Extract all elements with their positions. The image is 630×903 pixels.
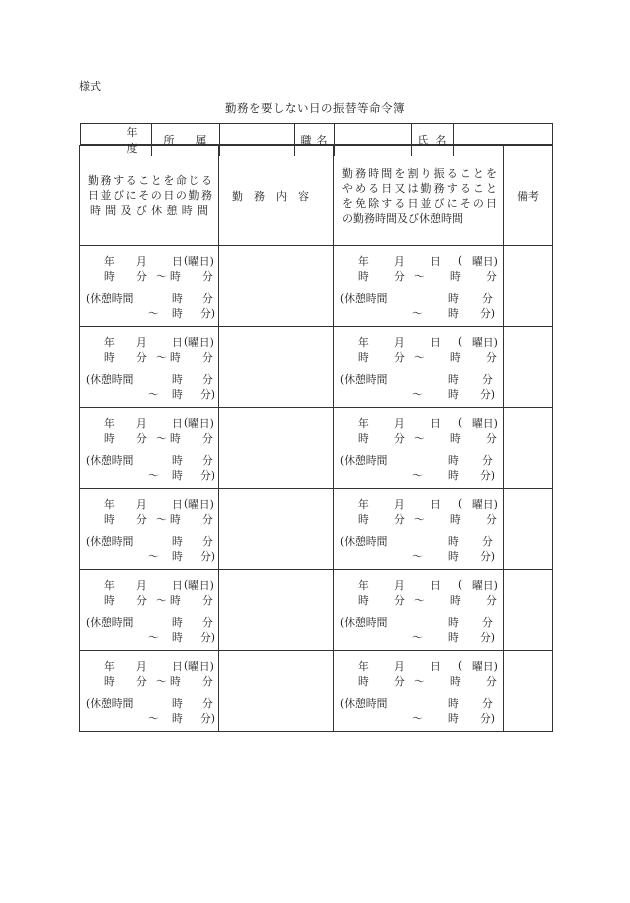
work-day-entry-text: 日 xyxy=(172,498,183,511)
work-day-entry-text: 分 xyxy=(202,535,213,548)
department-field[interactable] xyxy=(220,124,295,156)
work-day-entry-text: 時 xyxy=(104,432,115,445)
work-day-entry-text: 時 xyxy=(172,307,183,320)
exempt-day-entry-text: 分 xyxy=(394,270,405,283)
exempt-day-entry-text: 時 xyxy=(448,616,459,629)
work-day-entry-text: 分 xyxy=(202,594,213,607)
exempt-day-entry-text: 曜日) xyxy=(472,660,498,673)
exempt-day-entry-text: 時 xyxy=(358,675,369,688)
exempt-day-entry-text: 日 xyxy=(430,336,441,349)
exempt-day-entry-text: 時 xyxy=(448,631,459,644)
exempt-day-entry-text: (休憩時間 xyxy=(340,535,388,548)
exempt-day-entry-text: 時 xyxy=(450,432,461,445)
remarks-field[interactable] xyxy=(504,489,553,570)
work-day-header-line: 勤務することを命じる xyxy=(88,174,212,187)
exempt-day-entry-text: 時 xyxy=(448,550,459,563)
exempt-day-entry-text: (休憩時間 xyxy=(340,454,388,467)
exempt-day-datetime-cell[interactable] xyxy=(334,246,504,327)
work-day-entry-text: 分 xyxy=(136,594,147,607)
work-day-entry-text: 分 xyxy=(202,270,213,283)
exempt-day-datetime-cell[interactable] xyxy=(334,570,504,651)
name-field[interactable] xyxy=(454,124,554,156)
exempt-day-entry-text: 年 xyxy=(358,336,369,349)
exempt-day-header-line: やめる日又は勤務すること xyxy=(342,181,497,195)
post-field[interactable] xyxy=(335,124,412,156)
exempt-day-entry-text: ～ xyxy=(414,513,425,526)
remarks-header: 備考 xyxy=(504,146,553,246)
name-label-cell xyxy=(412,124,454,156)
exempt-day-entry-text: 年 xyxy=(358,417,369,430)
exempt-day-entry-text: 分) xyxy=(480,307,496,320)
work-day-datetime-cell[interactable] xyxy=(80,246,219,327)
work-day-entry-text: 月 xyxy=(136,255,147,268)
exempt-day-entry-text: (休憩時間 xyxy=(340,292,388,305)
exempt-day-entry-text: ～ xyxy=(412,469,423,482)
work-day-entry-text: 分 xyxy=(202,351,213,364)
work-day-entry-text: 時 xyxy=(172,712,183,725)
work-day-entry-text: 時 xyxy=(104,594,115,607)
work-content-field[interactable] xyxy=(219,408,334,489)
exempt-day-entry-text: 分) xyxy=(480,712,496,725)
work-day-entry-text: 分 xyxy=(136,513,147,526)
remarks-field[interactable] xyxy=(504,246,553,327)
post-label-cell xyxy=(295,124,335,156)
exempt-day-entry-text: 分 xyxy=(486,675,497,688)
exempt-day-entry-text: ～ xyxy=(412,550,423,563)
work-day-entry-text: ～ xyxy=(148,550,159,563)
remarks-field[interactable] xyxy=(504,651,553,732)
exempt-day-header xyxy=(334,146,504,246)
work-day-entry-text: ～ xyxy=(156,351,167,364)
work-day-entry-text: (休憩時間 xyxy=(86,454,134,467)
work-content-header: 勤務内容 xyxy=(219,146,334,246)
order-register-table xyxy=(79,123,553,732)
work-day-entry-text: 分) xyxy=(200,631,216,644)
work-day-entry-text: ～ xyxy=(156,513,167,526)
exempt-day-header-line: 勤務時間を割り振ることを xyxy=(342,166,497,180)
post-label-2: 名 xyxy=(316,134,328,147)
exempt-day-entry-text: 年 xyxy=(358,660,369,673)
work-day-entry-text: 時 xyxy=(172,454,183,467)
work-day-entry-text: 分 xyxy=(202,454,213,467)
exempt-day-entry-text: 時 xyxy=(448,388,459,401)
header-row xyxy=(80,123,553,146)
fiscal-year-label: 年度 xyxy=(126,126,138,155)
work-day-entry-text: 日 xyxy=(172,579,183,592)
exempt-day-datetime-cell[interactable] xyxy=(334,651,504,732)
remarks-field[interactable] xyxy=(504,570,553,651)
work-day-entry-text: 曜日) xyxy=(188,336,214,349)
exempt-day-entry-text: 分 xyxy=(394,675,405,688)
exempt-day-entry-text: 分 xyxy=(394,594,405,607)
exempt-day-entry-text: ( xyxy=(458,659,463,672)
work-day-entry-text: ( xyxy=(184,254,189,267)
fiscal-year-cell[interactable] xyxy=(81,124,152,156)
exempt-day-entry-text: ～ xyxy=(414,675,425,688)
work-day-entry-text: ～ xyxy=(148,307,159,320)
exempt-day-entry-text: 時 xyxy=(358,351,369,364)
work-day-entry-text: (休憩時間 xyxy=(86,697,134,710)
exempt-day-entry-text: ～ xyxy=(414,432,425,445)
work-day-datetime-cell[interactable] xyxy=(80,570,219,651)
exempt-day-entry-text: 分) xyxy=(480,388,496,401)
work-day-entry-text: 時 xyxy=(172,388,183,401)
work-day-entry-text: 分 xyxy=(136,270,147,283)
entry-row xyxy=(80,327,553,408)
work-day-entry-text: 時 xyxy=(104,351,115,364)
exempt-day-entry-text: 分 xyxy=(482,697,493,710)
work-day-entry-text: ～ xyxy=(148,469,159,482)
work-day-entry-text: ～ xyxy=(148,712,159,725)
work-day-entry-text: 分) xyxy=(200,388,216,401)
work-day-entry-text: 年 xyxy=(104,498,115,511)
work-day-entry-text: 時 xyxy=(172,616,183,629)
work-day-entry-text: 分 xyxy=(202,616,213,629)
work-day-entry-text: 日 xyxy=(172,336,183,349)
work-day-entry-text: ～ xyxy=(156,432,167,445)
exempt-day-entry-text: 日 xyxy=(430,498,441,511)
work-day-entry-text: 曜日) xyxy=(188,255,214,268)
work-day-entry-text: 時 xyxy=(104,675,115,688)
work-day-entry-text: 年 xyxy=(104,660,115,673)
work-day-entry-text: 分 xyxy=(202,513,213,526)
work-day-entry-text: 曜日) xyxy=(188,660,214,673)
exempt-day-entry-text: 時 xyxy=(450,594,461,607)
exempt-day-entry-text: 分 xyxy=(394,432,405,445)
exempt-day-entry-text: ( xyxy=(458,254,463,267)
exempt-day-entry-text: 月 xyxy=(394,417,405,430)
exempt-day-entry-text: 分) xyxy=(480,469,496,482)
work-day-entry-text: 時 xyxy=(170,351,181,364)
name-label-1: 氏 xyxy=(417,134,429,147)
exempt-day-entry-text: 曜日) xyxy=(472,336,498,349)
work-day-entry-text: 日 xyxy=(172,255,183,268)
exempt-day-entry-text: ( xyxy=(458,578,463,591)
work-day-entry-text: ( xyxy=(184,497,189,510)
exempt-day-entry-text: 分 xyxy=(486,351,497,364)
work-day-entry-text: 時 xyxy=(104,513,115,526)
exempt-day-entry-text: 分 xyxy=(486,432,497,445)
work-day-entry-text: 日 xyxy=(172,660,183,673)
work-day-entry-text: 分 xyxy=(136,432,147,445)
exempt-day-entry-text: 時 xyxy=(450,351,461,364)
remarks-field[interactable] xyxy=(504,408,553,489)
exempt-day-entry-text: 時 xyxy=(448,697,459,710)
exempt-day-datetime-cell[interactable] xyxy=(334,489,504,570)
exempt-day-entry-text: 時 xyxy=(448,454,459,467)
entry-row xyxy=(80,651,553,732)
work-day-entry-text: 分 xyxy=(136,351,147,364)
work-day-header xyxy=(80,146,219,246)
work-day-entry-text: 時 xyxy=(170,432,181,445)
exempt-day-entry-text: (休憩時間 xyxy=(340,697,388,710)
work-day-entry-text: 時 xyxy=(170,594,181,607)
work-day-entry-text: 分) xyxy=(200,712,216,725)
work-day-entry-text: 分 xyxy=(202,373,213,386)
name-label-2: 名 xyxy=(435,134,447,147)
exempt-day-entry-text: 時 xyxy=(358,594,369,607)
work-day-entry-text: 分 xyxy=(202,697,213,710)
work-day-entry-text: 時 xyxy=(170,270,181,283)
exempt-day-entry-text: 日 xyxy=(430,660,441,673)
work-day-entry-text: (休憩時間 xyxy=(86,373,134,386)
work-day-entry-text: 曜日) xyxy=(188,498,214,511)
work-day-entry-text: ～ xyxy=(148,388,159,401)
work-day-entry-text: 分 xyxy=(202,675,213,688)
exempt-day-entry-text: 時 xyxy=(358,513,369,526)
exempt-day-entry-text: 時 xyxy=(450,513,461,526)
work-day-entry-text: ( xyxy=(184,659,189,672)
work-day-entry-text: 分) xyxy=(200,307,216,320)
exempt-day-entry-text: 日 xyxy=(430,255,441,268)
exempt-day-entry-text: (休憩時間 xyxy=(340,373,388,386)
work-day-entry-text: 年 xyxy=(104,579,115,592)
exempt-day-entry-text: 分) xyxy=(480,631,496,644)
exempt-day-entry-text: 分 xyxy=(394,513,405,526)
entry-row xyxy=(80,408,553,489)
work-day-entry-text: 年 xyxy=(104,417,115,430)
work-day-entry-text: 月 xyxy=(136,579,147,592)
department-label-1: 所 xyxy=(163,134,175,147)
exempt-day-entry-text: 時 xyxy=(448,307,459,320)
work-day-entry-text: 時 xyxy=(172,373,183,386)
work-day-entry-text: ～ xyxy=(156,675,167,688)
exempt-day-entry-text: 時 xyxy=(448,373,459,386)
work-day-entry-text: ～ xyxy=(156,594,167,607)
work-day-entry-text: 時 xyxy=(104,270,115,283)
exempt-day-entry-text: 年 xyxy=(358,255,369,268)
exempt-day-entry-text: 時 xyxy=(358,270,369,283)
work-day-entry-text: 曜日) xyxy=(188,579,214,592)
work-day-datetime-cell[interactable] xyxy=(80,489,219,570)
exempt-day-entry-text: 分 xyxy=(482,373,493,386)
work-day-entry-text: 分) xyxy=(200,469,216,482)
work-day-entry-text: 分) xyxy=(200,550,216,563)
exempt-day-entry-text: ( xyxy=(458,416,463,429)
work-day-entry-text: 時 xyxy=(170,513,181,526)
exempt-day-entry-text: 曜日) xyxy=(472,417,498,430)
exempt-day-entry-text: 分 xyxy=(482,292,493,305)
document-title: 勤務を要しない日の振替等命令簿 xyxy=(225,101,405,115)
exempt-day-entry-text: 時 xyxy=(450,270,461,283)
exempt-day-entry-text: ～ xyxy=(412,631,423,644)
work-day-entry-text: 月 xyxy=(136,660,147,673)
exempt-day-entry-text: ～ xyxy=(414,351,425,364)
exempt-day-entry-text: ( xyxy=(458,497,463,510)
exempt-day-entry-text: 分 xyxy=(482,454,493,467)
exempt-day-entry-text: 時 xyxy=(450,675,461,688)
work-day-entry-text: (休憩時間 xyxy=(86,535,134,548)
work-day-entry-text: 時 xyxy=(172,550,183,563)
work-day-entry-text: (休憩時間 xyxy=(86,292,134,305)
work-day-entry-text: 時 xyxy=(172,469,183,482)
work-day-entry-text: 年 xyxy=(104,255,115,268)
exempt-day-entry-text: 曜日) xyxy=(472,255,498,268)
exempt-day-entry-text: 曜日) xyxy=(472,579,498,592)
work-day-entry-text: 時 xyxy=(170,675,181,688)
exempt-day-entry-text: 時 xyxy=(448,469,459,482)
exempt-day-datetime-cell[interactable] xyxy=(334,327,504,408)
work-day-entry-text: 日 xyxy=(172,417,183,430)
work-day-entry-text: ( xyxy=(184,335,189,348)
work-day-entry-text: 時 xyxy=(172,292,183,305)
work-day-entry-text: 年 xyxy=(104,336,115,349)
work-day-datetime-cell[interactable] xyxy=(80,408,219,489)
form-label: 様式 xyxy=(79,80,101,93)
exempt-day-datetime-cell[interactable] xyxy=(334,408,504,489)
department-label-2: 属 xyxy=(195,134,207,147)
work-day-entry-text: ～ xyxy=(148,631,159,644)
exempt-day-entry-text: 分 xyxy=(486,513,497,526)
work-day-entry-text: 曜日) xyxy=(188,417,214,430)
exempt-day-entry-text: 月 xyxy=(394,498,405,511)
work-content-field[interactable] xyxy=(219,651,334,732)
exempt-day-entry-text: 分 xyxy=(486,594,497,607)
work-day-datetime-cell[interactable] xyxy=(80,651,219,732)
work-day-header-line: 時間及び休憩時間 xyxy=(90,204,208,217)
exempt-day-entry-text: 曜日) xyxy=(472,498,498,511)
work-day-entry-text: 分 xyxy=(202,292,213,305)
work-day-entry-text: ( xyxy=(184,578,189,591)
work-day-header-line: 日並びにその日の勤務 xyxy=(88,189,212,202)
exempt-day-entry-text: 時 xyxy=(448,712,459,725)
remarks-field[interactable] xyxy=(504,327,553,408)
work-content-field[interactable] xyxy=(219,246,334,327)
exempt-day-entry-text: 分) xyxy=(480,550,496,563)
exempt-day-entry-text: (休憩時間 xyxy=(340,616,388,629)
exempt-day-entry-text: 月 xyxy=(394,255,405,268)
exempt-day-entry-text: 日 xyxy=(430,579,441,592)
exempt-day-entry-text: 年 xyxy=(358,498,369,511)
entry-row xyxy=(80,246,553,327)
exempt-day-entry-text: 分 xyxy=(394,351,405,364)
work-day-entry-text: 時 xyxy=(172,697,183,710)
exempt-day-entry-text: 時 xyxy=(358,432,369,445)
exempt-day-entry-text: ( xyxy=(458,335,463,348)
exempt-day-entry-text: 時 xyxy=(448,535,459,548)
work-content-field[interactable] xyxy=(219,327,334,408)
exempt-day-entry-text: ～ xyxy=(412,307,423,320)
work-day-entry-text: ～ xyxy=(156,270,167,283)
exempt-day-entry-text: ～ xyxy=(414,594,425,607)
work-content-field[interactable] xyxy=(219,570,334,651)
exempt-day-entry-text: 日 xyxy=(430,417,441,430)
exempt-day-entry-text: 月 xyxy=(394,660,405,673)
work-day-entry-text: 月 xyxy=(136,417,147,430)
exempt-day-entry-text: 分 xyxy=(486,270,497,283)
work-day-entry-text: 月 xyxy=(136,336,147,349)
exempt-day-entry-text: ～ xyxy=(414,270,425,283)
exempt-day-entry-text: ～ xyxy=(412,388,423,401)
work-day-entry-text: (休憩時間 xyxy=(86,616,134,629)
exempt-day-entry-text: 分 xyxy=(482,616,493,629)
post-label-1: 職 xyxy=(300,134,312,147)
work-day-entry-text: 分 xyxy=(136,675,147,688)
work-day-entry-text: 分 xyxy=(202,432,213,445)
exempt-day-header-line: の勤務時間及び休憩時間 xyxy=(342,211,463,225)
exempt-day-entry-text: 月 xyxy=(394,336,405,349)
work-day-entry-text: ( xyxy=(184,416,189,429)
exempt-day-entry-text: 月 xyxy=(394,579,405,592)
work-day-entry-text: 時 xyxy=(172,631,183,644)
department-label-cell xyxy=(152,124,220,156)
column-header-row xyxy=(80,146,553,246)
work-content-field[interactable] xyxy=(219,489,334,570)
exempt-day-entry-text: 時 xyxy=(448,292,459,305)
work-day-entry-text: 時 xyxy=(172,535,183,548)
exempt-day-entry-text: 分 xyxy=(482,535,493,548)
entry-row xyxy=(80,489,553,570)
exempt-day-header-line: を免除する日並びにその日 xyxy=(342,196,497,210)
work-day-entry-text: 月 xyxy=(136,498,147,511)
exempt-day-entry-text: ～ xyxy=(412,712,423,725)
entry-row xyxy=(80,570,553,651)
work-day-datetime-cell[interactable] xyxy=(80,327,219,408)
exempt-day-entry-text: 年 xyxy=(358,579,369,592)
